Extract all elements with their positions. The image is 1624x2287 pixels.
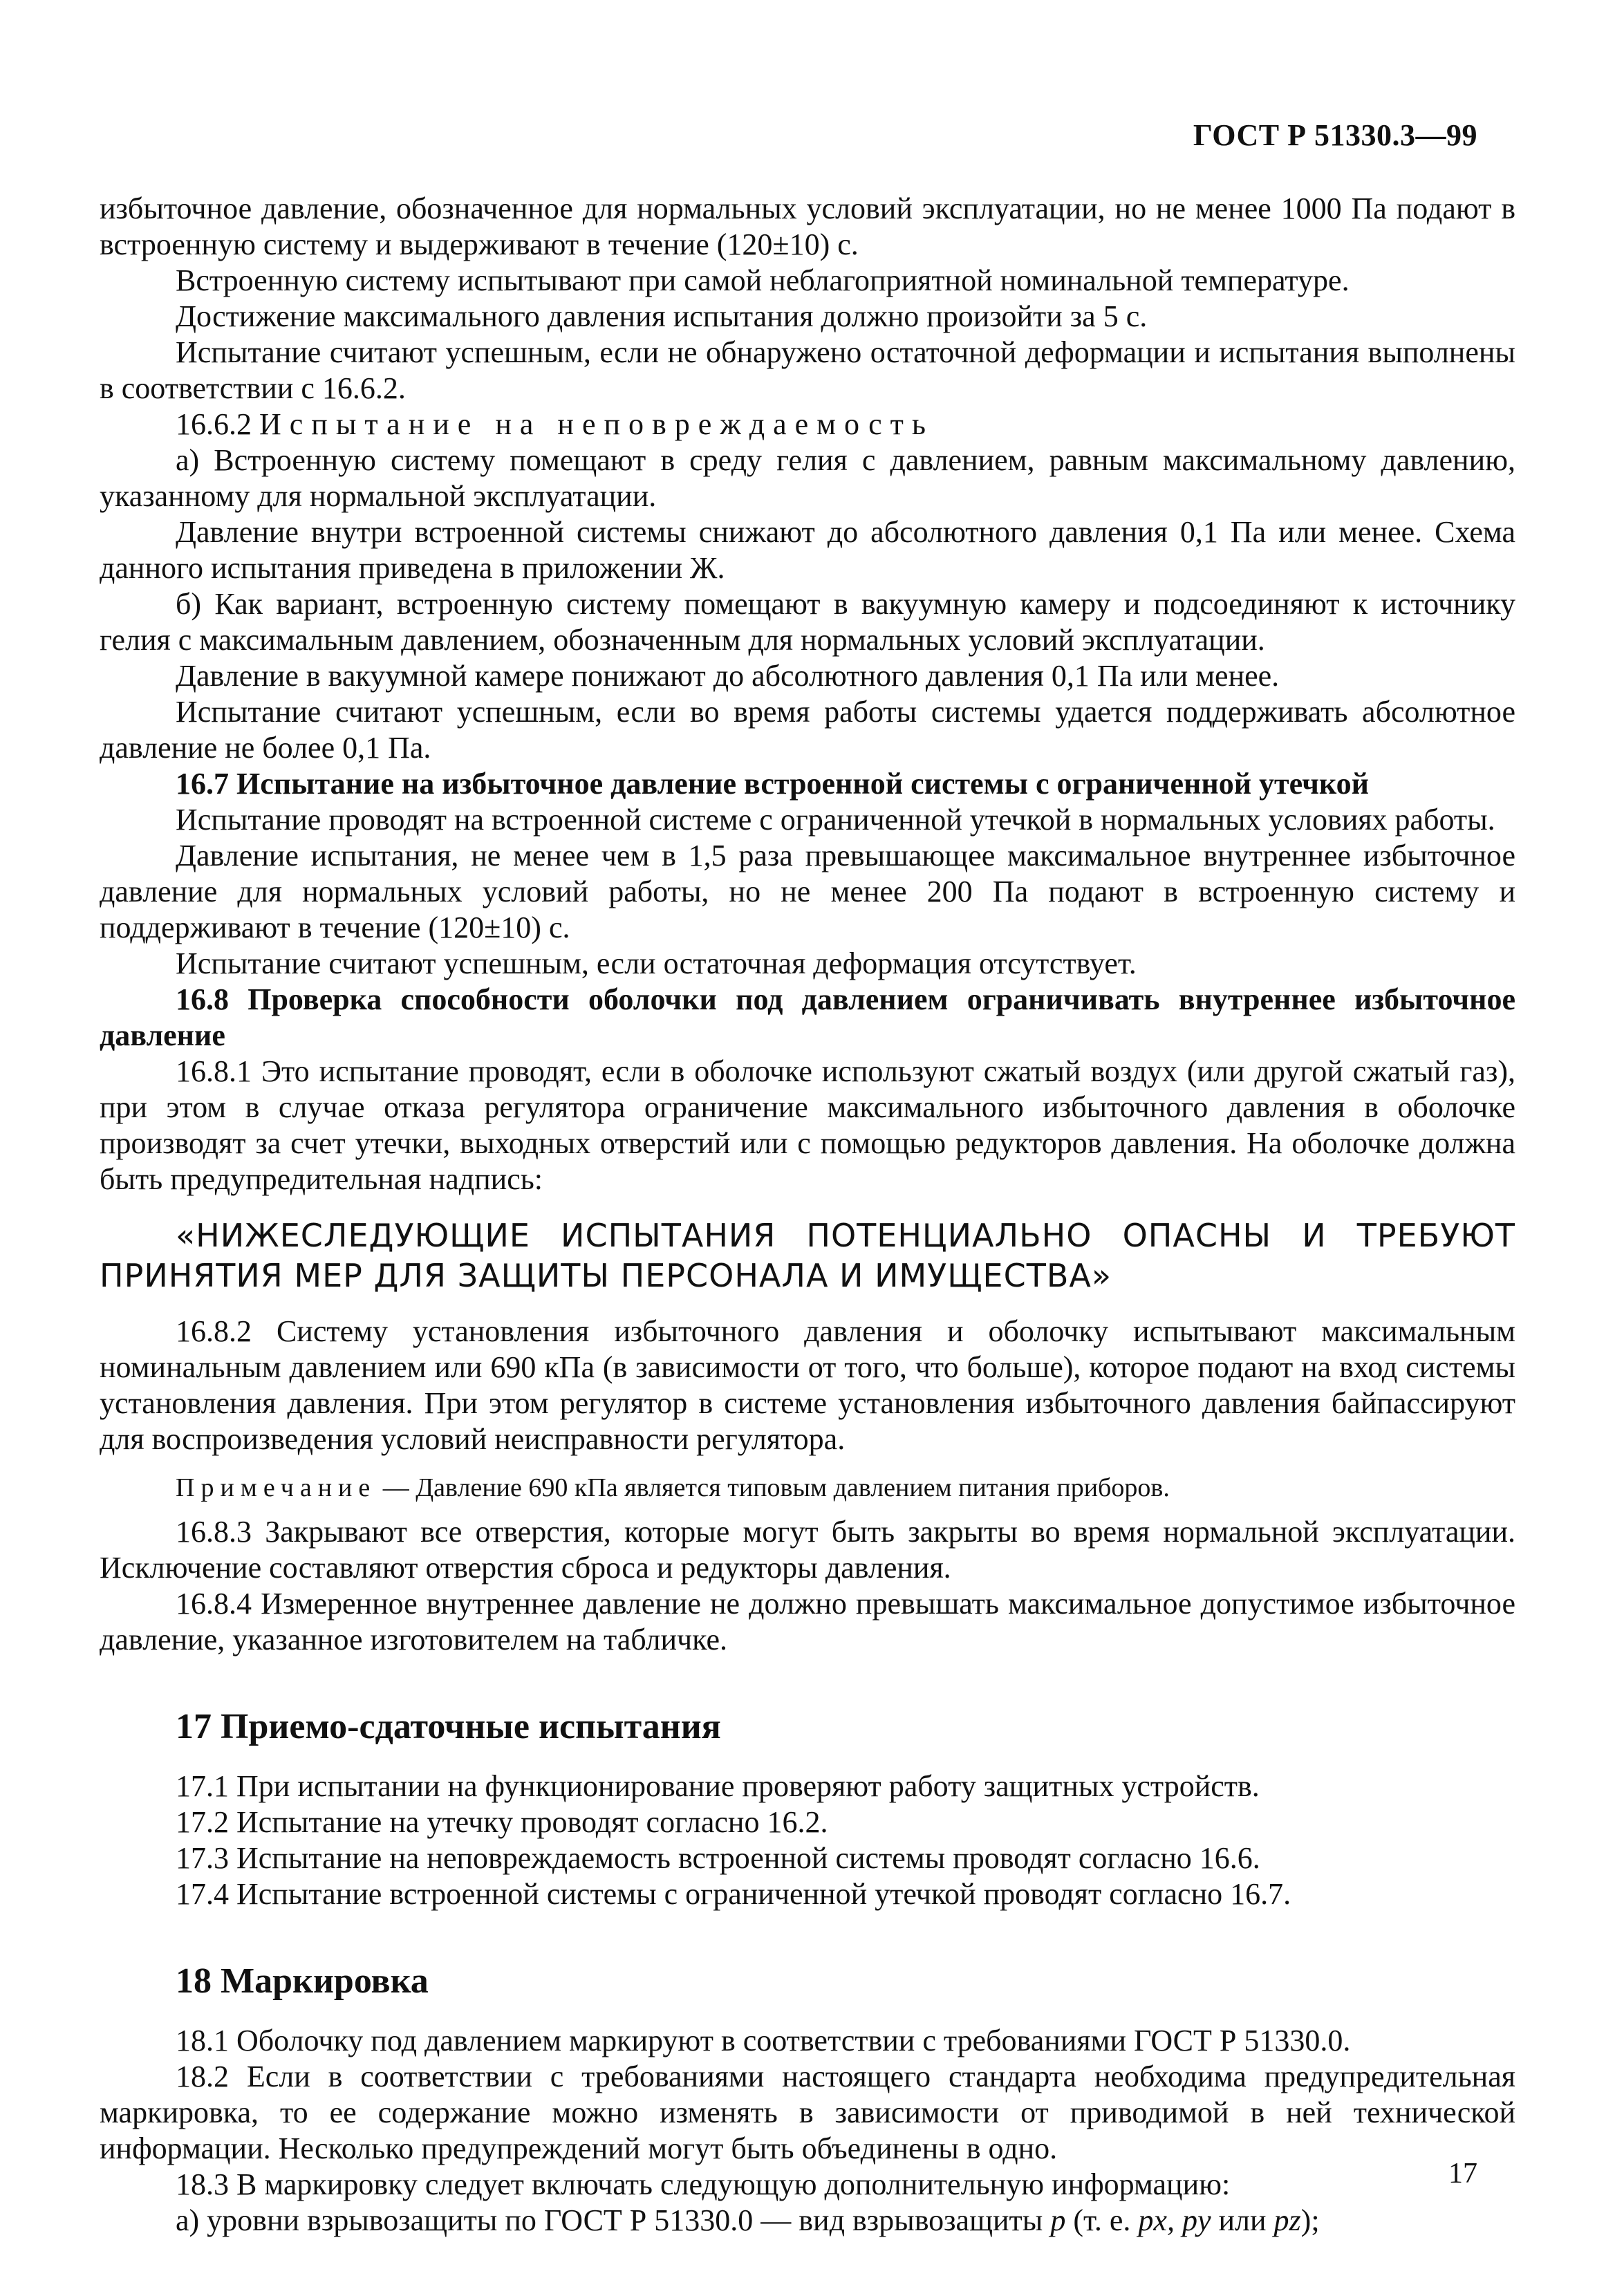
paragraph: Достижение максимального давления испытания должно произойти за 5 с.	[176, 299, 1148, 333]
subsection-title: Испытание на неповреждаемость	[259, 407, 934, 441]
italic-symbol: p	[1050, 2203, 1066, 2237]
paragraph: избыточное давление, обозначенное для нормальных условий эксплуатации, но не менее 1000 Па подают в встроенную систему и выдерживают в течение (120±10) с.	[100, 192, 1515, 261]
paragraph: Давление в вакуумной камере понижают до абсолютного давления 0,1 Па или менее.	[176, 659, 1280, 693]
paragraph: б) Как вариант, встроенную систему помещают в вакуумную камеру и подсоединяют к источнику гелия с максимальным давлением, обозначенным для нормальных условий эксплуатации.	[100, 587, 1515, 657]
paragraph: Испытание считают успешным, если во время работы системы удается поддерживать абсолютное давление не более 0,1 Па.	[100, 695, 1515, 765]
subsection-number: 16.6.2	[176, 407, 252, 441]
document-header: ГОСТ Р 51330.3—99	[1193, 118, 1477, 152]
list-item: 17.1 При испытании на функционирование проверяют работу защитных устройств.	[176, 1769, 1260, 1803]
note-text: — Давление 690 кПа является типовым давлением питания приборов.	[376, 1473, 1170, 1502]
section-heading-17: 17 Приемо-сдаточные испытания	[176, 1707, 721, 1746]
paragraph: 16.8.1 Это испытание проводят, если в оболочке используют сжатый воздух (или другой сжатый газ), при этом в случае отказа регулятора ограничение максимального избыточного давления в оболочке производят за счет утечки, выходных отверстий или с помощью редукторов давления. На оболочке должна быть предупредительная надпись:	[100, 1054, 1515, 1196]
page-number: 17	[1448, 2158, 1477, 2190]
list-item: 17.4 Испытание встроенной системы с ограниченной утечкой проводят согласно 16.7.	[176, 1877, 1291, 1911]
italic-symbol: px, py	[1138, 2203, 1211, 2237]
paragraph: 16.8.2 Систему установления избыточного давления и оболочку испытывают максимальным номинальным давлением или 690 кПа (в зависимости от того, что больше), которое подают на вход системы установления давления. При этом регулятор в системе установления избыточного давления байпассируют для воспроизведения условий неисправности регулятора.	[100, 1314, 1515, 1456]
paragraph: 16.8.4 Измеренное внутреннее давление не должно превышать максимальное допустимое избыточное давление, указанное изготовителем на табличке.	[100, 1587, 1515, 1656]
section-heading-16-7: 16.7 Испытание на избыточное давление встроенной системы с ограниченной утечкой	[176, 767, 1370, 801]
text-run: (т. е.	[1065, 2203, 1139, 2237]
list-item: 17.2 Испытание на утечку проводят согласно 16.2.	[176, 1805, 828, 1839]
paragraph: Давление испытания, не менее чем в 1,5 раза превышающее максимальное внутреннее избыточное давление для нормальных условий работы, но не менее 200 Па подают в встроенную систему и поддерживают в течение (120±10) с.	[100, 839, 1515, 944]
italic-symbol: pz	[1273, 2203, 1301, 2237]
document-body	[100, 191, 1515, 2239]
paragraph: 16.8.3 Закрывают все отверстия, которые могут быть закрыты во время нормальной эксплуатации. Исключение составляют отверстия сброса и редукторы давления.	[100, 1515, 1515, 1585]
warning-inscription: «НИЖЕСЛЕДУЮЩИЕ ИСПЫТАНИЯ ПОТЕНЦИАЛЬНО ОПАСНЫ И ТРЕБУЮТ ПРИНЯТИЯ МЕР ДЛЯ ЗАЩИТЫ ПЕРСОНАЛА И ИМУЩЕСТВА»	[100, 1217, 1515, 1294]
note-label: Примечание	[176, 1473, 377, 1502]
list-item: 17.3 Испытание на неповреждаемость встроенной системы проводят согласно 16.6.	[176, 1841, 1260, 1875]
paragraph: 18.2 Если в соответствии с требованиями настоящего стандарта необходима предупредительная маркировка, то ее содержание можно изменять в зависимости от приводимой в ней технической информации. Несколько предупреждений могут быть объединены в одно.	[100, 2060, 1515, 2165]
paragraph-18-3-a	[100, 2203, 1515, 2239]
paragraph: Давление внутри встроенной системы снижают до абсолютного давления 0,1 Па или менее. Схема данного испытания приведена в приложении Ж.	[100, 515, 1515, 585]
paragraph: Испытание проводят на встроенной системе с ограниченной утечкой в нормальных условиях работы.	[176, 803, 1495, 837]
text-run: или	[1211, 2203, 1274, 2237]
paragraph: Испытание считают успешным, если не обнаружено остаточной деформации и испытания выполнены в соответствии с 16.6.2.	[100, 335, 1515, 405]
paragraph: Испытание считают успешным, если остаточная деформация отсутствует.	[176, 946, 1137, 980]
paragraph: Встроенную систему испытывают при самой неблагоприятной номинальной температуре.	[176, 263, 1350, 297]
text-run: а) уровни взрывозащиты по ГОСТ Р 51330.0 — вид взрывозащиты	[176, 2203, 1051, 2237]
paragraph: а) Встроенную систему помещают в среду гелия с давлением, равным максимальному давлению, указанному для нормальной эксплуатации.	[100, 443, 1515, 513]
paragraph: 18.1 Оболочку под давлением маркируют в соответствии с требованиями ГОСТ Р 51330.0.	[176, 2024, 1351, 2057]
note	[100, 1468, 1515, 1507]
text-run: );	[1300, 2203, 1320, 2237]
paragraph: 18.3 В маркировку следует включать следующую дополнительную информацию:	[176, 2167, 1231, 2201]
subsection-heading-16-6-2	[100, 407, 1515, 442]
section-heading-18: 18 Маркировка	[176, 1961, 429, 2001]
section-heading-16-8: 16.8 Проверка способности оболочки под давлением ограничивать внутреннее избыточное давление	[100, 982, 1515, 1052]
